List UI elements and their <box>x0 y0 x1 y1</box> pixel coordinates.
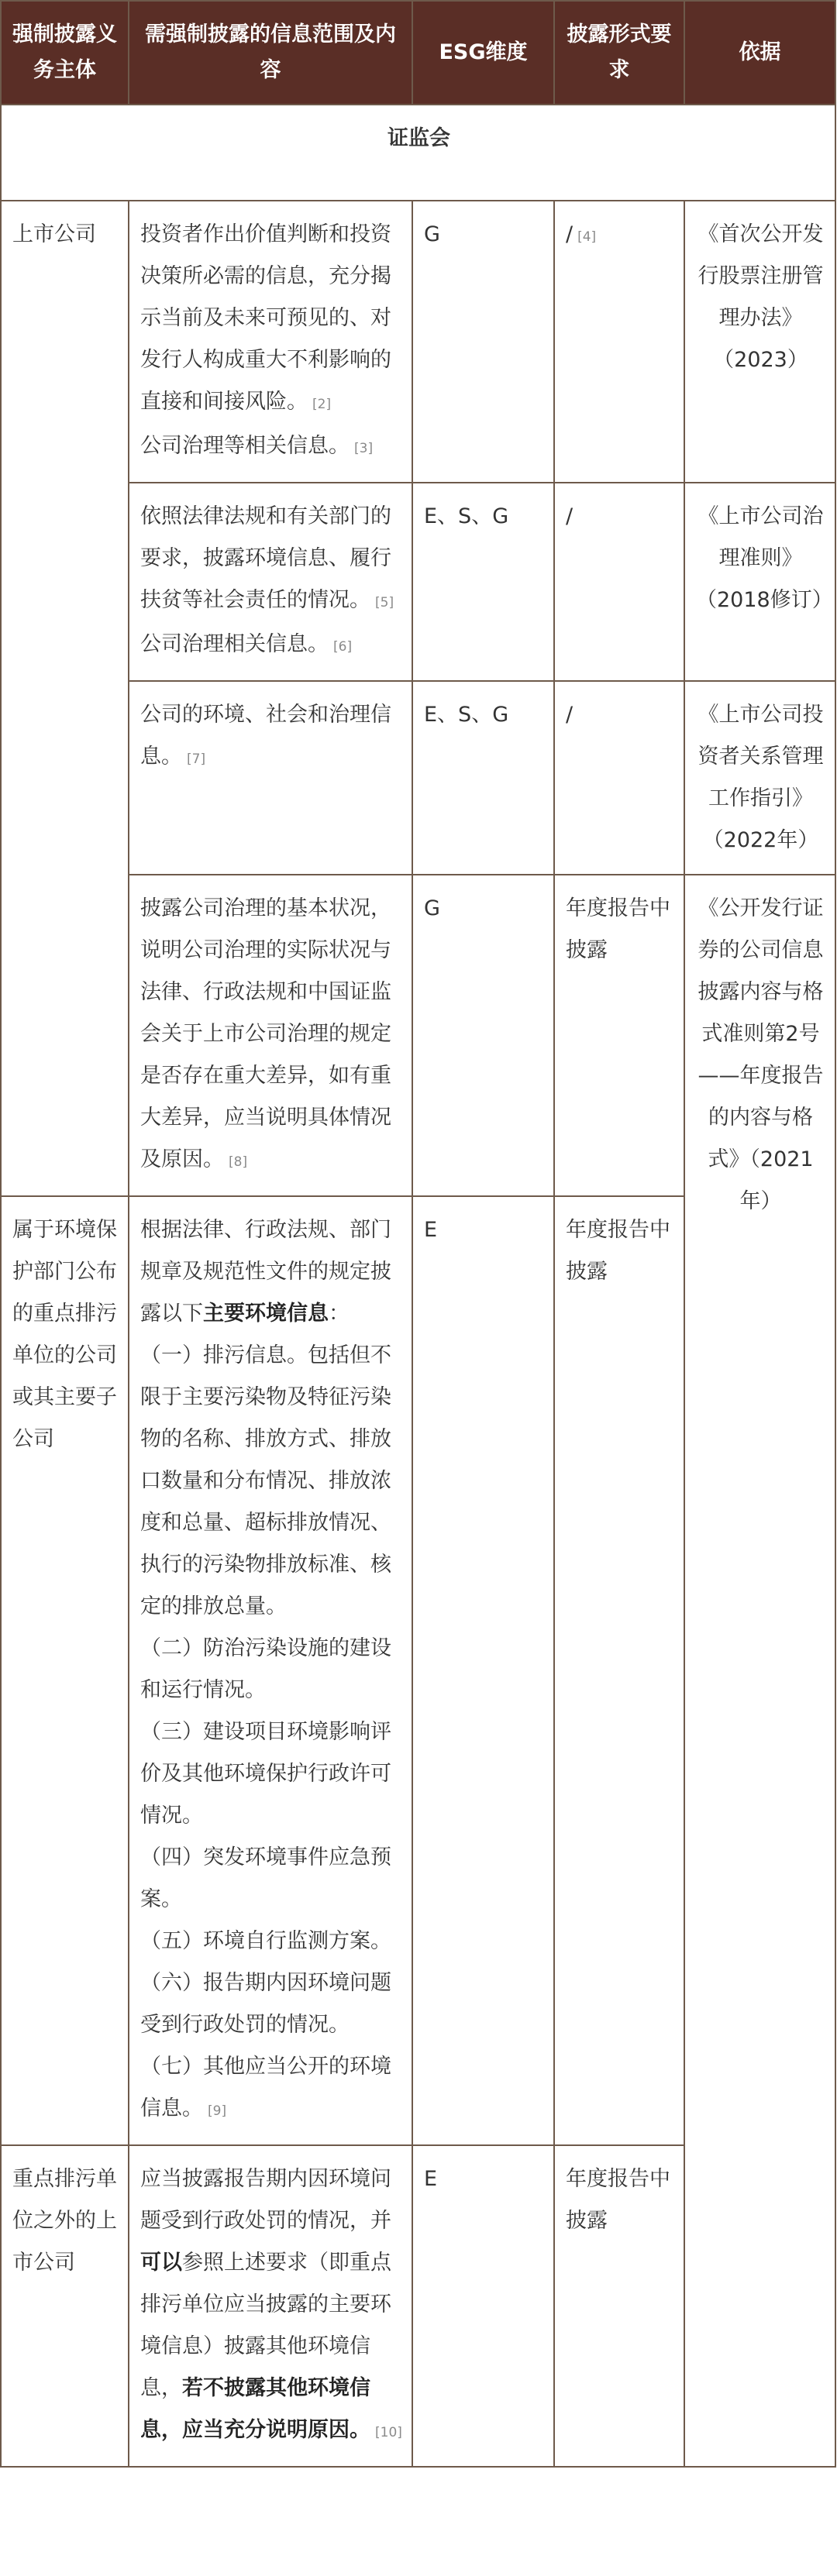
esg-dimension-cell: E <box>412 1196 554 2145</box>
content-cell <box>129 1196 412 2145</box>
content-cell <box>129 681 412 875</box>
footnote-ref[interactable]: [2] <box>312 397 332 412</box>
header-subject: 强制披露义务主体 <box>1 1 129 105</box>
content-text: 公司治理等相关信息。 [3] <box>140 434 374 458</box>
subject-key-polluter: 属于环境保护部门公布的重点排污单位的公司或其主要子公司 <box>1 1196 129 2145</box>
list-item: （一）排污信息。包括但不限于主要污染物及特征污染物的名称、排放方式、排放口数量和分布情况、排放浓度和总量、超标排放情况、执行的污染物排放标准、核定的排放总量。 <box>140 1343 391 1618</box>
form-cell: / <box>554 681 684 875</box>
content-cell <box>129 483 412 681</box>
form-cell: / <box>554 483 684 681</box>
section-title: 证监会 <box>1 105 835 201</box>
section-row <box>1 105 835 201</box>
content-cell <box>129 201 412 483</box>
content-intro: 根据法律、行政法规、部门规章及规范性文件的规定披露以下主要环境信息： <box>140 1218 391 1326</box>
content-text: 应当披露报告期内因环境问题受到行政处罚的情况，并可以参照上述要求（即重点排污单位应当披露的主要环境信息）披露其他环境信息，若不披露其他环境信息，应当充分说明原因。 [10] <box>140 2167 402 2442</box>
esg-dimension-cell: E <box>412 2145 554 2467</box>
footnote-ref[interactable]: [9] <box>208 2103 227 2119</box>
list-item: （五）环境自行监测方案。 <box>140 1929 391 1953</box>
header-form: 披露形式要求 <box>554 1 684 105</box>
esg-dimension-cell: E、S、G <box>412 483 554 681</box>
subject-other-listed: 重点排污单位之外的上市公司 <box>1 2145 129 2467</box>
list-item: （四）突发环境事件应急预案。 <box>140 1845 391 1911</box>
list-item: （七）其他应当公开的环境信息。 [9] <box>140 2055 391 2120</box>
form-cell: 年度报告中披露 <box>554 2145 684 2467</box>
footnote-ref[interactable]: [3] <box>354 441 374 456</box>
esg-dimension-cell: G <box>412 201 554 483</box>
list-item: （二）防治污染设施的建设和运行情况。 <box>140 1636 391 1702</box>
basis-cell: 《公开发行证券的公司信息披露内容与格式准则第2号——年度报告的内容与格式》（2021年） <box>684 875 835 2467</box>
footnote-ref[interactable]: [5] <box>375 595 394 610</box>
header-basis: 依据 <box>684 1 835 105</box>
header-esg-dimension: ESG维度 <box>412 1 554 105</box>
content-text: 披露公司治理的基本状况，说明公司治理的实际状况与法律、行政法规和中国证监会关于上市公司治理的规定是否存在重大差异，如有重大差异，应当说明具体情况及原因。 [8] <box>140 896 391 1171</box>
footnote-ref[interactable]: [8] <box>229 1154 248 1170</box>
table-header-row <box>1 1 835 105</box>
form-cell: 年度报告中披露 <box>554 875 684 1196</box>
content-text: 投资者作出价值判断和投资决策所必需的信息，充分揭示当前及未来可预见的、对发行人构成重大不利影响的直接和间接风险。 [2] <box>140 222 391 414</box>
content-cell <box>129 2145 412 2467</box>
basis-cell: 《上市公司治理准则》（2018修订） <box>684 483 835 681</box>
content-text: 依照法律法规和有关部门的要求，披露环境信息、履行扶贫等社会责任的情况。 [5] <box>140 504 394 612</box>
basis-cell: 《首次公开发行股票注册管理办法》（2023） <box>684 201 835 483</box>
subject-listed-company: 上市公司 <box>1 201 129 1196</box>
form-cell: 年度报告中披露 <box>554 1196 684 2145</box>
table-row <box>1 201 835 483</box>
list-item: （六）报告期内因环境问题受到行政处罚的情况。 <box>140 1971 391 2037</box>
esg-dimension-cell: G <box>412 875 554 1196</box>
form-cell: / [4] <box>554 201 684 483</box>
footnote-ref[interactable]: [4] <box>577 229 597 245</box>
esg-dimension-cell: E、S、G <box>412 681 554 875</box>
content-text: 公司的环境、社会和治理信息。 [7] <box>140 703 391 769</box>
basis-cell: 《上市公司投资者关系管理工作指引》（2022年） <box>684 681 835 875</box>
content-cell <box>129 875 412 1196</box>
footnote-ref[interactable]: [10] <box>375 2425 402 2440</box>
footnote-ref[interactable]: [6] <box>333 639 353 655</box>
content-text: 公司治理相关信息。 [6] <box>140 632 353 656</box>
header-content: 需强制披露的信息范围及内容 <box>129 1 412 105</box>
footnote-ref[interactable]: [7] <box>187 751 206 767</box>
list-item: （三）建设项目环境影响评价及其他环境保护行政许可情况。 <box>140 1720 391 1828</box>
